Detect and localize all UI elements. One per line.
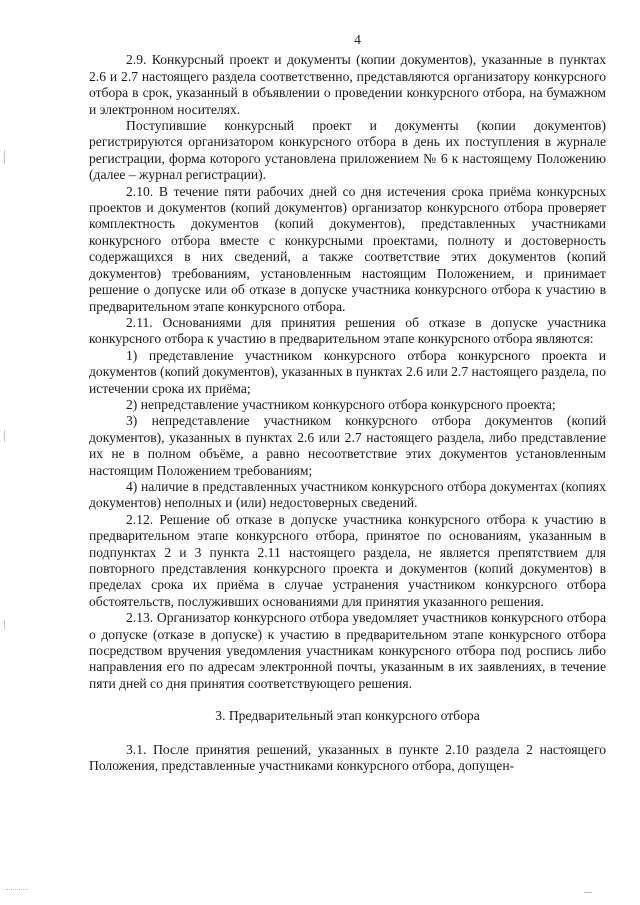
paragraph-2-10: 2.10. В течение пяти рабочих дней со дня истечения срока приёма конкурсных проектов и документов (копий документов) организатор конкурсного отбора проверяет комплектность документов (копий документов), представленных участниками конкурсного отбора вместе с конкурсными проектами, полноту и достоверность содержащихся в них сведений, а также соответствие этих документов (копий документов) требованиям, установленным настоящим Положением, и принимает решение о допуске или об отказе в допуске участника конкурсного отбора к участию в предварительном этапе конкурсного отбора. [89,183,606,314]
list-item-3: 3) непредставление участником конкурсного отбора документов (копий документов), указанных в пунктах 2.6 или 2.7 настоящего раздела, либо представление их не в полном объёме, а равно несоответствие этих документов установленным настоящим Положением требованиям; [89,413,606,478]
paragraph-2-12: 2.12. Решение об отказе в допуске участника конкурсного отбора к участию в предварительном этапе конкурсного отбора, принятое по основаниям, указанным в подпунктах 2 и 3 пункта 2.11 настоящего раздела, не является препятствием для повторного представления конкурсного проекта и документов (копий документов) в пределах срока их приёма в случае устранения участником конкурсного отбора обстоятельств, послуживших основаниями для принятия указанного решения. [89,511,606,609]
paragraph-2-11: 2.11. Основаниями для принятия решения об отказе в допуске участника конкурсного отбора к участию в предварительном этапе конкурсного отбора являются: [89,314,606,347]
paragraph-registration: Поступившие конкурсный проект и документы (копии документов) регистрируются организатором конкурсного отбора в день их поступления в журнале регистрации, форма которого установлена приложением № 6 к настоящему Положению (далее – журнал регистрации). [89,118,606,183]
scan-margin-mark [4,150,5,164]
scan-bottom-mark [6,889,28,891]
paragraph-2-9: 2.9. Конкурсный проект и документы (копии документов), указанные в пунктах 2.6 и 2.7 настоящего раздела соответственно, представляются организатору конкурсного отбора в срок, указанный в объявлении о проведении конкурсного отбора, на бумажном и электронном носителях. [89,52,606,117]
paragraph-2-13: 2.13. Организатор конкурсного отбора уведомляет участников конкурсного отбора о допуске (отказе в допуске) к участию в предварительном этапе конкурсного отбора посредством вручения уведомления участникам конкурсного отбора под роспись либо направления его по адресам электронной почты, указанным в их заявлениях, в течение пяти дней со дня принятия соответствующего решения. [89,610,606,691]
scan-corner-mark [584,892,592,893]
scan-margin-mark [4,620,5,630]
list-item-2: 2) непредставление участником конкурсного отбора конкурсного проекта; [126,396,556,412]
list-item-4: 4) наличие в представленных участником конкурсного отбора документах (копиях документов) неполных и (или) недостоверных сведений. [89,478,606,511]
section-heading: 3. Предварительный этап конкурсного отбора [215,708,480,724]
scan-margin-mark [4,430,5,442]
paragraph-3-1: 3.1. После принятия решений, указанных в пункте 2.10 раздела 2 настоящего Положения, представленные участниками конкурсного отбора, допущен- [89,741,606,774]
list-item-1: 1) представление участником конкурсного отбора конкурсного проекта и документов (копий документов), указанных в пунктах 2.6 или 2.7 настоящего раздела, по истечении срока их приёма; [89,347,606,396]
page-number: 4 [354,32,361,47]
